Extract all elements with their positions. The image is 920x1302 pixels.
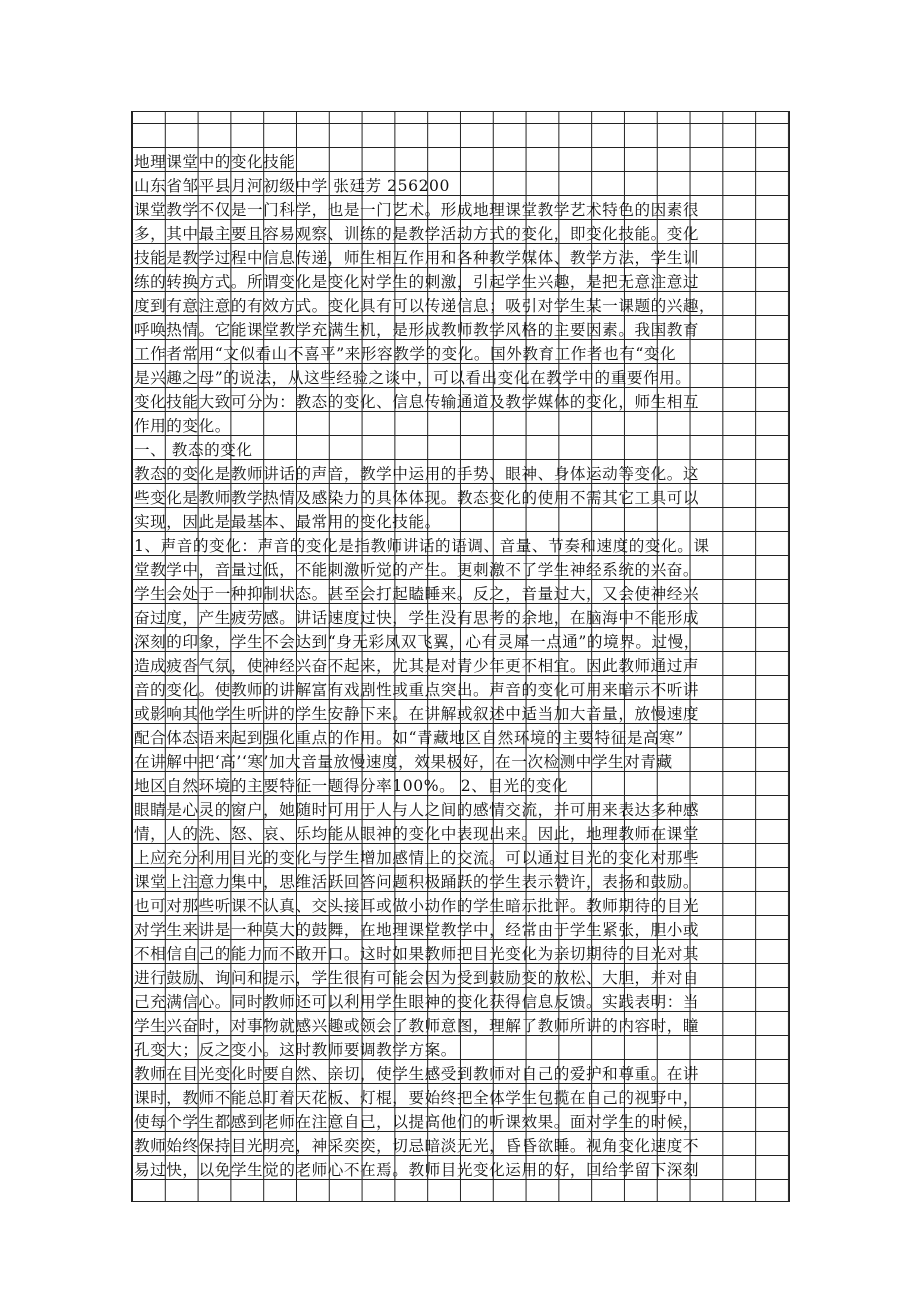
text-line [132,1110,790,1134]
text-line [132,822,790,846]
line-text: 实现，因此是最基本、最常用的变化技能。 [134,513,441,531]
text-line [132,966,790,990]
text-line [132,366,790,390]
text-line [132,582,790,606]
line-text: 音的变化。使教师的讲解富有戏剧性或重点突出。声音的变化可用来暗示不听讲 [134,681,700,699]
line-text: 课时，教师不能总盯着天花板、灯棍，要始终把全体学生包揽在自己的视野中， [134,1089,700,1107]
line-text: 孔变大；反之变小。这时教师要调教学方案。 [134,1041,457,1059]
line-text: 情，人的洗、怒、哀、乐均能从眼神的变化中表现出来。因此，地理教师在课堂 [134,825,700,843]
text-line [132,318,790,342]
document-title [132,150,790,174]
text-line [132,558,790,582]
line-text: 变化技能大致可分为：教态的变化、信息传输通道及教学媒体的变化，师生相互 [134,393,700,411]
text-line [132,774,790,798]
author-line [132,174,790,198]
line-text: 练的转换方式。所谓变化是变化对学生的刺激，引起学生兴趣，是把无意注意过 [134,273,700,291]
line-text: 不相信自己的能力而不敢开口。这时如果教师把目光变化为亲切期待的目光对其 [134,945,700,963]
line-text: 眼睛是心灵的窗户，她随时可用于人与人之间的感情交流，并可用来表达多种感 [134,801,700,819]
line-text: 些变化是教师教学热情及感染力的具体体现。教态变化的使用不需其它工具可以 [134,489,700,507]
line-text: 教师在目光变化时要自然、亲切，使学生感受到教师对自己的爱护和尊重。在讲 [134,1065,700,1083]
line-text: 配合体态语来起到强化重点的作用。如“青藏地区自然环境的主要特征是高寒” [134,729,684,747]
line-text: 对学生来讲是一种莫大的鼓舞，在地理课堂教学中，经常由于学生紧张，胆小或 [134,921,700,939]
text-line [132,438,790,462]
line-text: 己充满信心。同时教师还可以利用学生眼神的变化获得信息反馈。实践表明：当 [134,993,700,1011]
grid-page [131,111,790,1202]
text-line [132,294,790,318]
text-line [132,630,790,654]
line-text: 地理课堂中的变化技能 [134,153,296,171]
line-text: 在讲解中把‘高’‘寒’加大音量放慢速度，效果极好，在一次检测中学生对青藏 [134,753,673,771]
line-text: 奋过度，产生疲劳感。讲话速度过快，学生没有思考的余地，在脑海中不能形成 [134,609,700,627]
line-text: 学生兴奋时，对事物就感兴趣或领会了教师意图，理解了教师所讲的内容时，瞳 [134,1017,700,1035]
text-line [132,1038,790,1062]
text-line [132,246,790,270]
text-line [132,1158,790,1182]
line-text: 是兴趣之母”的说法，从这些经验之谈中，可以看出变化在教学中的重要作用。 [134,369,692,387]
line-text: 作用的变化。 [134,417,231,435]
text-line [132,462,790,486]
line-text: 造成疲沓气氛，使神经兴奋不起来，尤其是对青少年更不相宜。因此教师通过声 [134,657,700,675]
line-text: 课堂教学不仅是一门科学，也是一门艺术。形成地理课堂教学艺术特色的因素很 [134,201,700,219]
text-line [132,990,790,1014]
text-line [132,750,790,774]
line-text: 深刻的印象，学生不会达到“身无彩凤双飞翼，心有灵犀一点通”的境界。过慢， [134,633,700,651]
line-text: 一、 教态的变化 [134,441,253,459]
text-line [132,678,790,702]
line-text: 堂教学中，音量过低，不能刺激听觉的产生。更刺激不了学生神经系统的兴奋。 [134,561,700,579]
line-text: 度到有意注意的有效方式。变化具有可以传递信息；吸引对学生某一课题的兴趣， [134,297,716,315]
text-line [132,534,790,558]
text-line [132,270,790,294]
line-text: 也可对那些听课不认真、交头接耳或做小动作的学生暗示批评。教师期待的目光 [134,897,700,915]
text-line [132,606,790,630]
text-line [132,198,790,222]
document-body [132,150,790,1182]
text-line [132,222,790,246]
line-text: 使每个学生都感到老师在注意自己，以提高他们的听课效果。面对学生的时候， [134,1113,700,1131]
text-line [132,1062,790,1086]
line-text: 教态的变化是教师讲话的声音，教学中运用的手势、眼神、身体运动等变化。这 [134,465,700,483]
text-line [132,1086,790,1110]
line-text: 工作者常用“文似看山不喜平”来形容教学的变化。国外教育工作者也有“变化 [134,345,677,363]
text-line [132,342,790,366]
line-text: 上应充分利用目光的变化与学生增加感情上的交流。可以通过目光的变化对那些 [134,849,700,867]
line-text: 呼唤热情。它能课堂教学充满生机，是形成教师教学风格的主要因素。我国教育 [134,321,700,339]
line-text: 1、声音的变化：声音的变化是指教师讲话的语调、音量、节奏和速度的变化。课 [134,537,710,555]
text-line [132,846,790,870]
line-text: 课堂上注意力集中，思维活跃回答问题积极踊跃的学生表示赞许，表扬和鼓励。 [134,873,700,891]
line-text: 学生会处于一种抑制状态。甚至会打起瞌睡来。反之，音量过大，又会使神经兴 [134,585,700,603]
text-line [132,942,790,966]
line-text: 地区自然环境的主要特征一题得分率100%。 2、目光的变化 [134,777,569,795]
line-text: 教师始终保持目光明亮，神采奕奕，切忌暗淡无光，昏昏欲睡。视角变化速度不 [134,1137,700,1155]
text-line [132,414,790,438]
text-line [132,390,790,414]
text-line [132,870,790,894]
line-text: 或影响其他学生听讲的学生安静下来。在讲解或叙述中适当加大音量，放慢速度 [134,705,700,723]
text-line [132,1134,790,1158]
text-line [132,702,790,726]
text-line [132,918,790,942]
text-line [132,486,790,510]
text-line [132,1014,790,1038]
line-text: 易过快，以免学生觉的老师心不在焉。教师目光变化运用的好，回给学留下深刻 [134,1161,700,1179]
text-line [132,894,790,918]
text-line [132,726,790,750]
text-line [132,798,790,822]
text-line [132,654,790,678]
line-text: 技能是教学过程中信息传递，师生相互作用和各种教学媒体、教学方法，学生训 [134,249,700,267]
line-text: 山东省邹平县月河初级中学 张廷芳 256200 [134,177,450,195]
line-text: 多，其中最主要且容易观察、训练的是教学活动方式的变化，即变化技能。变化 [134,225,700,243]
text-line [132,510,790,534]
line-text: 进行鼓励、询问和提示，学生很有可能会因为受到鼓励变的放松、大胆，并对自 [134,969,700,987]
